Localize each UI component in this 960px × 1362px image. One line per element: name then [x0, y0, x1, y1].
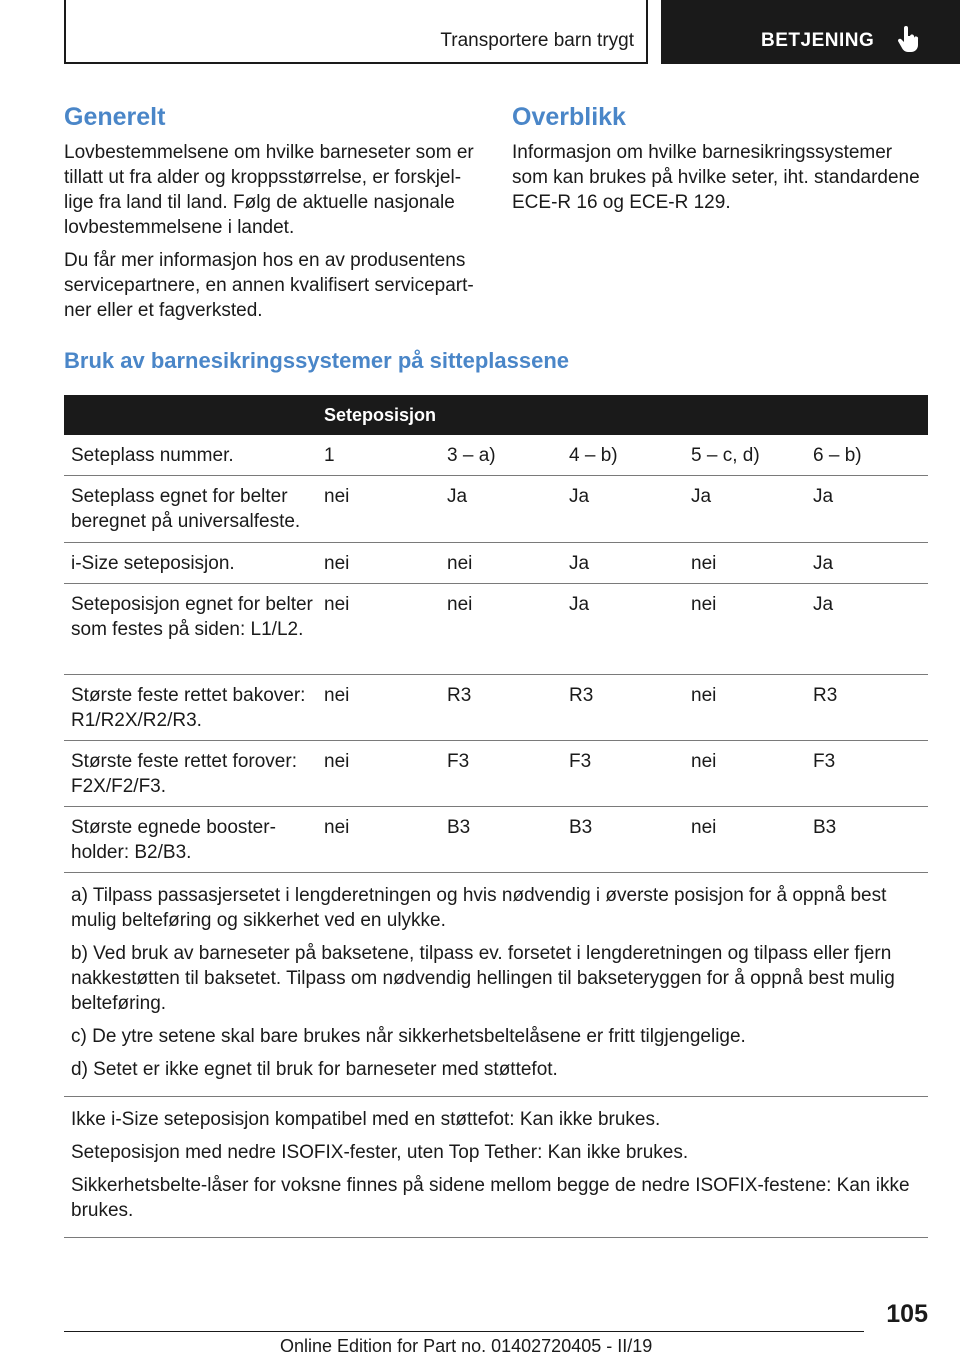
table-cell: B3: [813, 817, 837, 838]
header-title: Transportere barn trygt: [440, 30, 634, 51]
table-section-heading: Bruk av barnesikringssystemer på sitteplassene: [64, 348, 570, 373]
table-cell: F3: [813, 751, 836, 772]
table-header: [64, 395, 928, 435]
notes: [64, 1097, 928, 1238]
table-cell: Ja: [691, 486, 712, 507]
table-cell: Ja: [569, 594, 590, 615]
footnote: c) De ytre setene skal bare brukes når sikkerhetsbeltelåsene er fritt tilgjengelige.: [71, 1026, 746, 1047]
table-cell: nei: [324, 553, 350, 574]
table-header-label: Seteposisjon: [324, 405, 437, 425]
footnote: a) Tilpass passasjersetet i lengderetningen og hvis nødvendig i øverste posisjon for å oppnå best mulig belteføring og sikkerhet ved en ulykke.: [71, 885, 887, 931]
section-overblikk: [512, 104, 928, 223]
table-cell: nei: [691, 594, 717, 615]
paragraph: Informasjon om hvilke barnesikringssystemer som kan brukes på hvilke seter, iht. standardene ECE-R 16 og ECE-R 129.: [512, 141, 920, 213]
header-title-box: [64, 0, 648, 64]
table-cell: Ja: [447, 486, 468, 507]
table-cell: nei: [691, 751, 717, 772]
paragraph: Du får mer informasjon hos en av produsentens servicepartnere, en annen kvalifisert servicepartner eller et fagverksted.: [64, 249, 474, 321]
header-chapter-tab[interactable]: [661, 0, 960, 64]
table-cell: R3: [569, 685, 594, 706]
table-cell: F3: [447, 751, 470, 772]
table-cell: Ja: [569, 486, 590, 507]
heading-overblikk: Overblikk: [512, 103, 626, 131]
table-cell: F3: [569, 751, 592, 772]
table-cell: Største egnede boosterholder: B2/B3.: [71, 817, 276, 863]
table-row: [64, 584, 928, 675]
table-cell: nei: [691, 685, 717, 706]
table-cell: nei: [324, 817, 350, 838]
paragraph: Lovbestemmelsene om hvilke barneseter som er tillatt ut fra alder og kroppsstørrelse, er forskjellige fra land til land. Følg de aktuelle nasjonale lovbestemmelsene i landet.: [64, 141, 474, 238]
table-cell: B3: [447, 817, 471, 838]
table-row: [64, 543, 928, 584]
table-cell: nei: [324, 751, 350, 772]
table-cell: i-Size seteposisjon.: [71, 553, 235, 574]
table-cell: 5 – c, d): [691, 445, 760, 466]
table-cell: Seteplass nummer.: [71, 445, 234, 466]
section-generelt: [64, 104, 484, 331]
table-cell: nei: [324, 594, 350, 615]
table-cell: nei: [691, 817, 717, 838]
table-cell: nei: [447, 594, 473, 615]
table-cell: Seteposisjon egnet for belter som festes på siden: L1/L2.: [71, 594, 313, 640]
table-cell: 3 – a): [447, 445, 496, 466]
chapter-label: BETJENING: [761, 30, 875, 51]
footer-divider: [64, 1331, 864, 1332]
table-cell: Seteplass egnet for belter beregnet på universalfeste.: [71, 486, 301, 532]
table-row: [64, 741, 928, 807]
table-cell: 1: [324, 445, 335, 466]
footnotes: [64, 873, 928, 1097]
table-cell: R3: [813, 685, 838, 706]
table-row: [64, 675, 928, 741]
hand-pointer-icon: [897, 26, 919, 52]
table-cell: B3: [569, 817, 593, 838]
heading-generelt: Generelt: [64, 103, 166, 131]
table-cell: R3: [447, 685, 472, 706]
footer-edition: Online Edition for Part no. 01402720405 - II/19: [280, 1336, 653, 1356]
table-cell: nei: [691, 553, 717, 574]
table-cell: nei: [447, 553, 473, 574]
footnote: b) Ved bruk av barneseter på baksetene, tilpass ev. forsetet i lengderetningen og tilpass eller fjern nakkestøtten til baksetet. Tilpass om nødvendig hellingen til bakseteryggen for å oppnå best mulig belteføring.: [71, 943, 895, 1014]
page-number: 105: [886, 1300, 928, 1328]
table-cell: Største feste rettet forover: F2X/F2/F3.: [71, 751, 297, 797]
table-cell: Ja: [569, 553, 590, 574]
table-cell: 6 – b): [813, 445, 862, 466]
note: Sikkerhetsbelte-låser for voksne finnes på sidene mellom begge de nedre ISOFIX-festene: Kan ikke brukes.: [71, 1175, 910, 1221]
table-cell: nei: [324, 685, 350, 706]
table-cell: nei: [324, 486, 350, 507]
table-row: [64, 435, 928, 476]
table-cell: Ja: [813, 553, 834, 574]
table-cell: Ja: [813, 486, 834, 507]
table-cell: Ja: [813, 594, 834, 615]
footnote: d) Setet er ikke egnet til bruk for barneseter med støttefot.: [71, 1059, 558, 1080]
table-row: [64, 476, 928, 543]
table-cell: 4 – b): [569, 445, 618, 466]
seat-table: [64, 395, 928, 1238]
table-cell: Største feste rettet bakover: R1/R2X/R2/R3.: [71, 685, 306, 731]
note: Ikke i-Size seteposisjon kompatibel med en støttefot: Kan ikke brukes.: [71, 1109, 661, 1130]
note: Seteposisjon med nedre ISOFIX-fester, uten Top Tether: Kan ikke brukes.: [71, 1142, 689, 1163]
table-row: [64, 807, 928, 873]
